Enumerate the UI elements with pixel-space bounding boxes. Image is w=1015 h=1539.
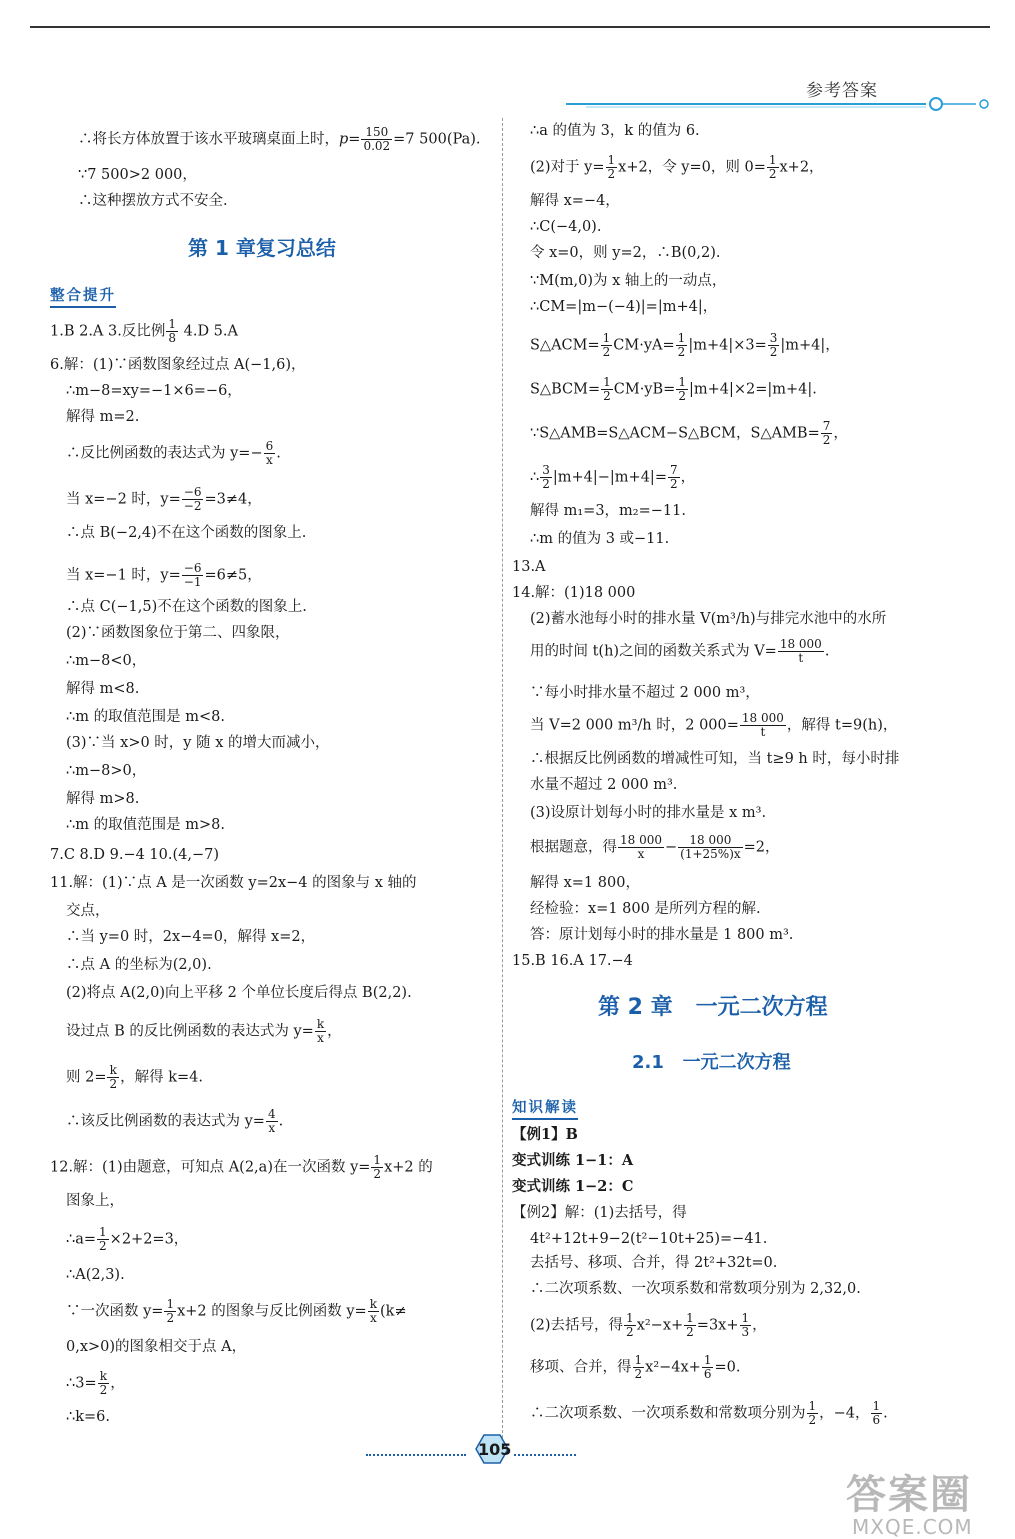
section-2-1-title: 2.1 一元二次方程 bbox=[632, 1052, 791, 1073]
fraction: $\frac{1}{2}$ bbox=[677, 331, 686, 359]
fraction: $\frac{-6}{-2}$ bbox=[183, 485, 202, 513]
variant-1-2: 变式训练 1−2：C bbox=[512, 1178, 634, 1195]
fraction: $\frac{k}{2}$ bbox=[109, 1063, 118, 1091]
text-line: ∵M(m,0)为 x 轴上的一动点， bbox=[530, 273, 727, 289]
q14-line: ∵每小时排水量不超过 2 000 m³， bbox=[530, 685, 760, 701]
q11-line: 11.解：(1)∵点 A 是一次函数 y=2x−4 的图象与 x 轴的 bbox=[50, 875, 417, 891]
fraction: $\frac{18 000}{(1+25\%)x}$ bbox=[680, 833, 741, 861]
text-line: ∴a 的值为 3，k 的值为 6. bbox=[530, 123, 700, 139]
example-2-line: ∴二次项系数、一次项系数和常数项分别为 2,32,0. bbox=[530, 1281, 861, 1297]
q6-line: 6.解：(1)∵函数图象经过点 A(−1,6)， bbox=[50, 357, 306, 373]
q6-line: ∴m−8=xy=−1×6=−6， bbox=[66, 383, 242, 399]
q11-line: 则 2= $\frac{k}{2}$ ，解得 k=4. bbox=[66, 1063, 204, 1091]
answers-1-5: 1.B 2.A 3.反比例 $\frac{1}{8}$ 4.D 5.A bbox=[50, 317, 238, 345]
q6-line: 当 x=−2 时，y= $\frac{-6}{-2}$ =3≠4， bbox=[66, 485, 262, 513]
q14-line: ∴根据反比例函数的增减性可知，当 t≥9 h 时，每小时排 bbox=[530, 751, 900, 767]
fraction: $\frac{k}{2}$ bbox=[99, 1369, 108, 1397]
q6-line: ∴m 的取值范围是 m>8. bbox=[66, 817, 225, 833]
q14-line: (2)蓄水池每小时的排水量 V(m³/h)与排完水池中的水所 bbox=[530, 611, 887, 627]
fraction: $\frac{1}{2}$ bbox=[686, 1311, 694, 1339]
q12-line: ∴A(2,3). bbox=[66, 1267, 125, 1283]
fraction: $\frac{7}{2}$ bbox=[822, 419, 831, 447]
q12-line: ∵一次函数 y= $\frac{1}{2}$ x+2 的图象与反比例函数 y= $\frac{k}{x}$ (k≠ bbox=[66, 1297, 407, 1325]
fraction: $\frac{1}{6}$ bbox=[872, 1399, 881, 1427]
text-line: ∴m 的值为 3 或−11. bbox=[530, 531, 670, 547]
fraction: $\frac{1}{8}$ bbox=[168, 317, 176, 345]
q6-line: ∴m 的取值范围是 m<8. bbox=[66, 709, 225, 725]
fraction: $\frac{1}{6}$ bbox=[703, 1353, 712, 1381]
q12-line: 0,x>0)的图象相交于点 A， bbox=[66, 1339, 247, 1355]
q6-line: (3)∵当 x>0 时，y 随 x 的增大而减小， bbox=[66, 735, 330, 751]
q6-line: ∴点 C(−1,5)不在这个函数的图象上. bbox=[66, 599, 307, 615]
chapter2-title: 第 2 章 一元二次方程 bbox=[598, 995, 828, 1020]
fraction: $\frac{1}{2}$ bbox=[603, 375, 611, 403]
example-2-line: 移项、合并，得 $\frac{1}{2}$ x²−4x+ $\frac{1}{6}$ =0. bbox=[530, 1353, 741, 1381]
text-line: ∴将长方体放置于该水平玻璃桌面上时，p= $\frac{150}{0.02}$ =7 500(Pa). bbox=[78, 125, 481, 153]
fraction: $\frac{1}{2}$ bbox=[166, 1297, 175, 1325]
fraction: $\frac{3}{2}$ bbox=[769, 331, 778, 359]
variant-1-1: 变式训练 1−1：A bbox=[512, 1152, 634, 1169]
text-line: S△ACM= $\frac{1}{2}$ CM·yA= $\frac{1}{2}$ |m+4|×3= $\frac{3}{2}$ |m+4|， bbox=[530, 331, 840, 359]
text-line: ∴C(−4,0). bbox=[530, 219, 602, 235]
text-line: ∴ $\frac{3}{2}$ |m+4|−|m+4|= $\frac{7}{2}$ ， bbox=[530, 463, 696, 491]
q14-line: 答：原计划每小时的排水量是 1 800 m³. bbox=[530, 927, 794, 943]
q6-line: ∴点 B(−2,4)不在这个函数的图象上. bbox=[66, 525, 307, 541]
example-2-line: 4t²+12t+9−2(t²−10t+25)=−41. bbox=[530, 1231, 768, 1247]
fraction: $\frac{18 000}{t}$ bbox=[779, 637, 822, 665]
q14-line: 根据题意，得 $\frac{18 000}{x}$ − $\frac{18 000}{(1+25\%)x}$ =2， bbox=[530, 833, 780, 861]
fraction: $\frac{1}{2}$ bbox=[808, 1399, 817, 1427]
fraction: $\frac{18 000}{x}$ bbox=[620, 833, 662, 861]
q6-line: ∴反比例函数的表达式为 y=− $\frac{6}{x}$ . bbox=[66, 439, 281, 467]
q11-line: (2)将点 A(2,0)向上平移 2 个单位长度后得点 B(2,2). bbox=[66, 985, 412, 1001]
watermark: 答案圈 MXQE.COM bbox=[846, 1472, 973, 1539]
q6-line: ∴m−8<0， bbox=[66, 653, 147, 669]
q6-line: 解得 m<8. bbox=[66, 681, 140, 697]
knowledge-tag: 知识解读 bbox=[512, 1096, 578, 1120]
text-line: ∵7 500>2 000， bbox=[78, 167, 197, 183]
q14-line: (3)设原计划每小时的排水量是 x m³. bbox=[530, 805, 767, 821]
text-line: 解得 x=−4， bbox=[530, 193, 620, 209]
page-number: 105 bbox=[478, 1440, 512, 1459]
text-line: (2)对于 y= $\frac{1}{2}$ x+2，令 y=0，则 0= $\frac{1}{2}$ x+2， bbox=[530, 153, 824, 181]
column-divider bbox=[502, 118, 503, 1438]
example-1: 【例1】B bbox=[512, 1126, 578, 1143]
fraction: $\frac{-6}{-1}$ bbox=[183, 561, 202, 589]
fraction: $\frac{1}{2}$ bbox=[99, 1225, 107, 1253]
text-line: 解得 m₁=3，m₂=−11. bbox=[530, 503, 686, 519]
header-decoration bbox=[566, 96, 996, 112]
q14-line: 经检验：x=1 800 是所列方程的解. bbox=[530, 901, 761, 917]
q6-line: 解得 m=2. bbox=[66, 409, 140, 425]
fraction: $\frac{3}{2}$ bbox=[542, 463, 550, 491]
q11-line: 交点， bbox=[66, 903, 110, 919]
fraction: $\frac{1}{2}$ bbox=[678, 375, 686, 403]
fraction: $\frac{k}{x}$ bbox=[369, 1297, 377, 1325]
text-line: S△BCM= $\frac{1}{2}$ CM·yB= $\frac{1}{2}$ |m+4|×2=|m+4|. bbox=[530, 375, 817, 403]
fraction: $\frac{6}{x}$ bbox=[265, 439, 274, 467]
fraction: $\frac{150}{0.02}$ bbox=[363, 125, 391, 153]
text-line: ∴这种摆放方式不安全. bbox=[78, 193, 228, 209]
example-2-line: 去括号、移项、合并，得 2t²+32t=0. bbox=[530, 1255, 778, 1271]
header-label: 参考答案 bbox=[806, 81, 878, 101]
q14-line: 用的时间 t(h)之间的函数关系式为 V= $\frac{18 000}{t}$ . bbox=[530, 637, 830, 665]
q12-line: ∴a= $\frac{1}{2}$ ×2+2=3， bbox=[66, 1225, 189, 1253]
footer-dots-left bbox=[366, 1454, 466, 1456]
q12-line: ∴3= $\frac{k}{2}$ ， bbox=[66, 1369, 125, 1397]
fraction: $\frac{1}{3}$ bbox=[741, 1311, 750, 1339]
q6-line: (2)∵函数图象位于第二、四象限， bbox=[66, 625, 290, 641]
integration-tag: 整合提升 bbox=[50, 284, 116, 308]
q14-line: 水量不超过 2 000 m³. bbox=[530, 777, 678, 793]
q11-line: ∴该反比例函数的表达式为 y= $\frac{4}{x}$ . bbox=[66, 1107, 284, 1135]
chapter1-review-title: 第 1 章复习总结 bbox=[188, 236, 336, 260]
text-line: ∴CM=|m−(−4)|=|m+4|， bbox=[530, 299, 718, 315]
fraction: $\frac{1}{2}$ bbox=[626, 1311, 634, 1339]
footer-dots-right bbox=[514, 1454, 576, 1456]
fraction: $\frac{1}{2}$ bbox=[373, 1153, 382, 1181]
example-2-line: (2)去括号，得 $\frac{1}{2}$ x²−x+ $\frac{1}{2}$ =3x+ $\frac{1}{3}$ ， bbox=[530, 1311, 767, 1339]
example-2-line: 【例2】解：(1)去括号，得 bbox=[512, 1205, 687, 1221]
fraction: $\frac{4}{x}$ bbox=[267, 1107, 276, 1135]
answer-13: 13.A bbox=[512, 559, 546, 575]
q14-line: 14.解：(1)18 000 bbox=[512, 585, 636, 601]
q14-line: 当 V=2 000 m³/h 时，2 000= $\frac{18 000}{t}$ ，解得 t=9(h)， bbox=[530, 711, 898, 739]
q6-line: ∴m−8>0， bbox=[66, 763, 147, 779]
q12-line: 12.解：(1)由题意，可知点 A(2,a)在一次函数 y= $\frac{1}{2}$ x+2 的 bbox=[50, 1153, 433, 1181]
q12-line: 图象上， bbox=[66, 1193, 124, 1209]
q11-line: ∴点 A 的坐标为(2,0). bbox=[66, 957, 212, 973]
example-2-line: ∴二次项系数、一次项系数和常数项分别为 $\frac{1}{2}$ ，−4， $\frac{1}{6}$ . bbox=[530, 1399, 888, 1427]
fraction: $\frac{7}{2}$ bbox=[669, 463, 678, 491]
answers-15-17: 15.B 16.A 17.−4 bbox=[512, 953, 633, 969]
q11-line: 设过点 B 的反比例函数的表达式为 y= $\frac{k}{x}$ ， bbox=[66, 1017, 342, 1045]
fraction: $\frac{1}{2}$ bbox=[602, 331, 611, 359]
fraction: $\frac{1}{2}$ bbox=[768, 153, 777, 181]
answers-7-10: 7.C 8.D 9.−4 10.(4,−7) bbox=[50, 847, 220, 863]
q11-line: ∴当 y=0 时，2x−4=0，解得 x=2， bbox=[66, 929, 316, 945]
q12-line: ∴k=6. bbox=[66, 1409, 110, 1425]
text-line: 令 x=0，则 y=2，∴B(0,2). bbox=[530, 245, 721, 261]
top-rule bbox=[30, 26, 990, 28]
q6-line: 解得 m>8. bbox=[66, 791, 140, 807]
fraction: $\frac{1}{2}$ bbox=[634, 1353, 643, 1381]
q6-line: 当 x=−1 时，y= $\frac{-6}{-1}$ =6≠5， bbox=[66, 561, 262, 589]
fraction: $\frac{18 000}{t}$ bbox=[741, 711, 784, 739]
fraction: $\frac{k}{x}$ bbox=[316, 1017, 325, 1045]
fraction: $\frac{1}{2}$ bbox=[607, 153, 616, 181]
q14-line: 解得 x=1 800， bbox=[530, 875, 640, 891]
text-line: ∵S△AMB=S△ACM−S△BCM，S△AMB= $\frac{7}{2}$ ， bbox=[530, 419, 848, 447]
